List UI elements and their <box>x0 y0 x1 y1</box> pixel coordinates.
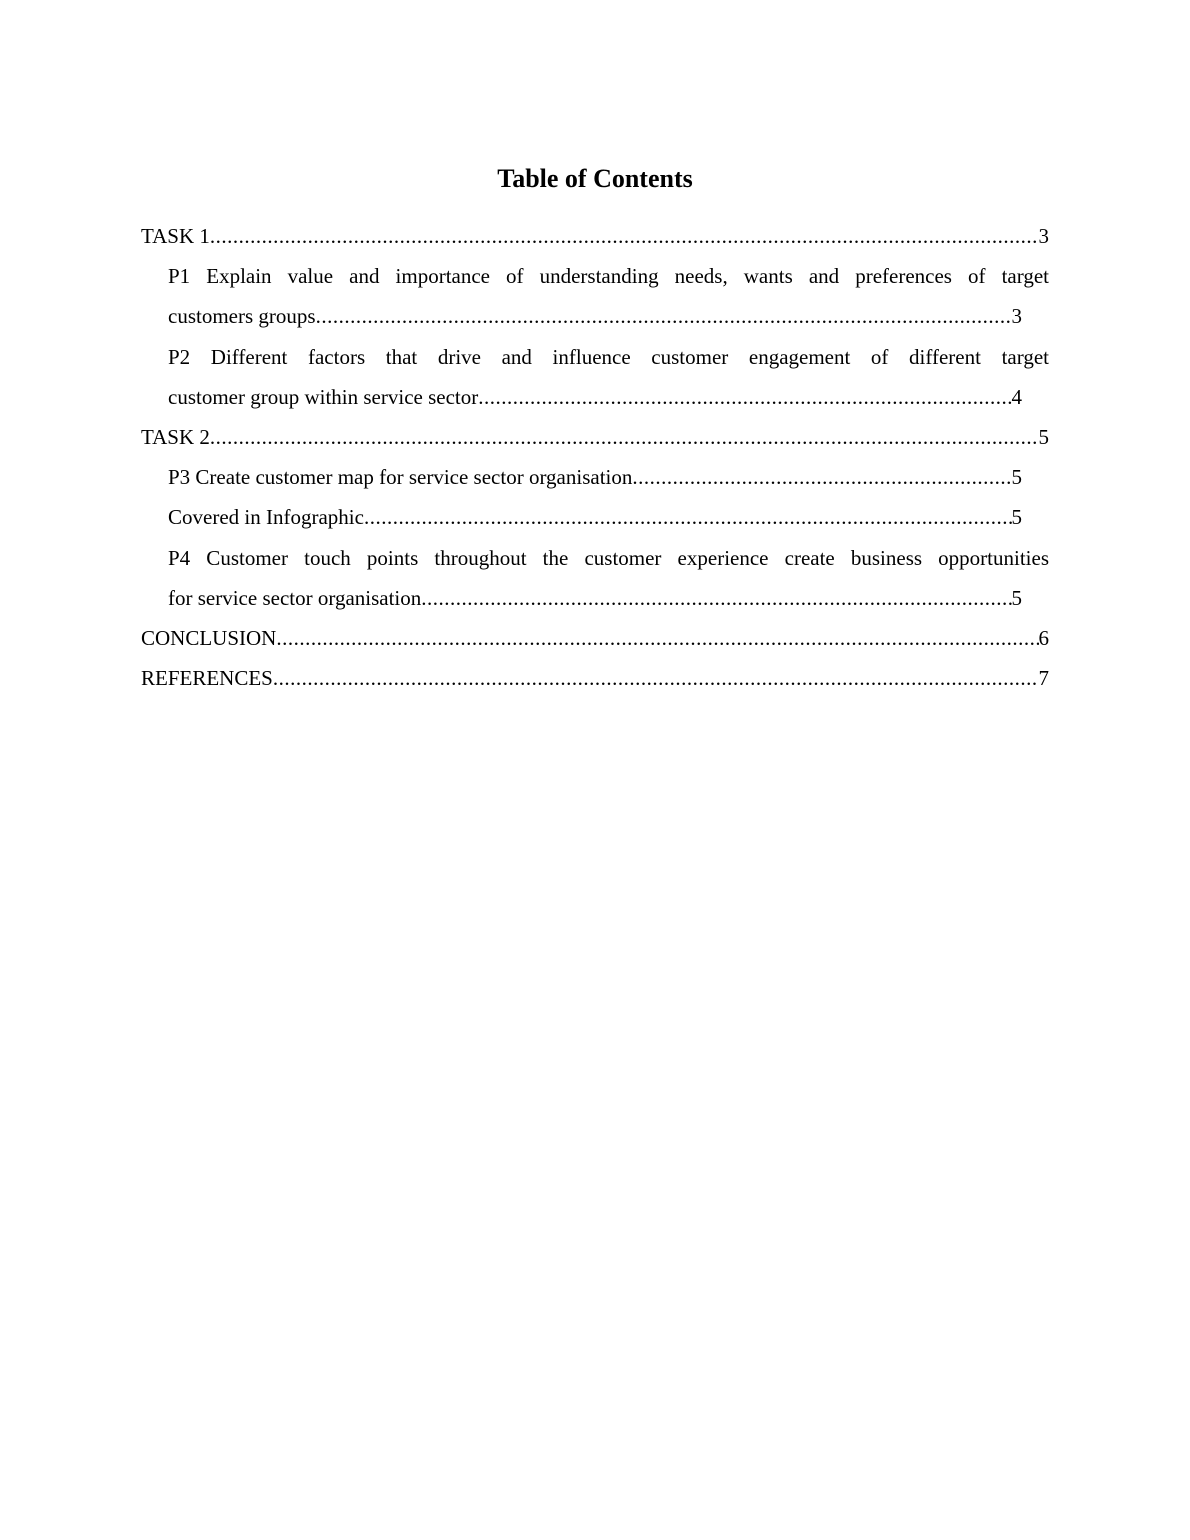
toc-leader-dots <box>421 578 1011 618</box>
toc-leader-dots <box>210 216 1039 256</box>
toc-entry-p1[interactable] <box>168 256 1049 336</box>
toc-entry-label: Covered in Infographic <box>168 505 364 530</box>
toc-entry-label: P4 Customer touch points throughout the customer experience create business opportunities <box>168 545 1049 570</box>
table-of-contents <box>141 216 1049 698</box>
toc-page-number: 4 <box>1011 384 1022 409</box>
toc-entry-label: CONCLUSION <box>141 626 277 651</box>
toc-page-number: 3 <box>1011 304 1022 329</box>
toc-entry-label: P2 Different factors that drive and influence customer engagement of different target <box>168 344 1049 369</box>
toc-entry-p2[interactable] <box>168 337 1049 417</box>
toc-title: Table of Contents <box>497 164 693 193</box>
toc-entry-label: P3 Create customer map for service sector organisation <box>168 465 633 490</box>
toc-leader-dots <box>316 296 1012 336</box>
toc-entry-task-1[interactable] <box>141 216 1049 256</box>
toc-page-number: 6 <box>1038 626 1049 651</box>
toc-leader-dots <box>478 377 1011 417</box>
toc-leader-dots <box>632 457 1011 497</box>
toc-entry-label: REFERENCES <box>141 666 273 691</box>
toc-entry-infographic[interactable] <box>168 497 1049 537</box>
toc-leader-dots <box>273 658 1039 698</box>
toc-leader-dots <box>210 417 1039 457</box>
toc-entry-p3[interactable] <box>168 457 1049 497</box>
toc-entry-references[interactable] <box>141 658 1049 698</box>
toc-entry-label: for service sector organisation <box>168 585 422 610</box>
toc-page-number: 5 <box>1038 425 1049 450</box>
toc-entry-conclusion[interactable] <box>141 618 1049 658</box>
toc-entry-label: TASK 2 <box>141 425 210 450</box>
toc-page-number: 7 <box>1038 666 1049 691</box>
toc-entry-task-2[interactable] <box>141 417 1049 457</box>
toc-page-number: 3 <box>1038 224 1049 248</box>
toc-page-number: 5 <box>1011 585 1022 610</box>
toc-leader-dots <box>276 618 1038 658</box>
toc-page-number: 5 <box>1011 505 1022 530</box>
toc-entry-label: TASK 1 <box>141 224 210 248</box>
toc-page-number: 5 <box>1011 465 1022 490</box>
toc-entry-p4[interactable] <box>168 538 1049 618</box>
toc-entry-label: P1 Explain value and importance of understanding needs, wants and preferences of target <box>168 264 1049 289</box>
toc-entry-label: customer group within service sector <box>168 384 479 409</box>
toc-leader-dots <box>364 497 1012 537</box>
toc-entry-label: customers groups <box>168 304 316 329</box>
